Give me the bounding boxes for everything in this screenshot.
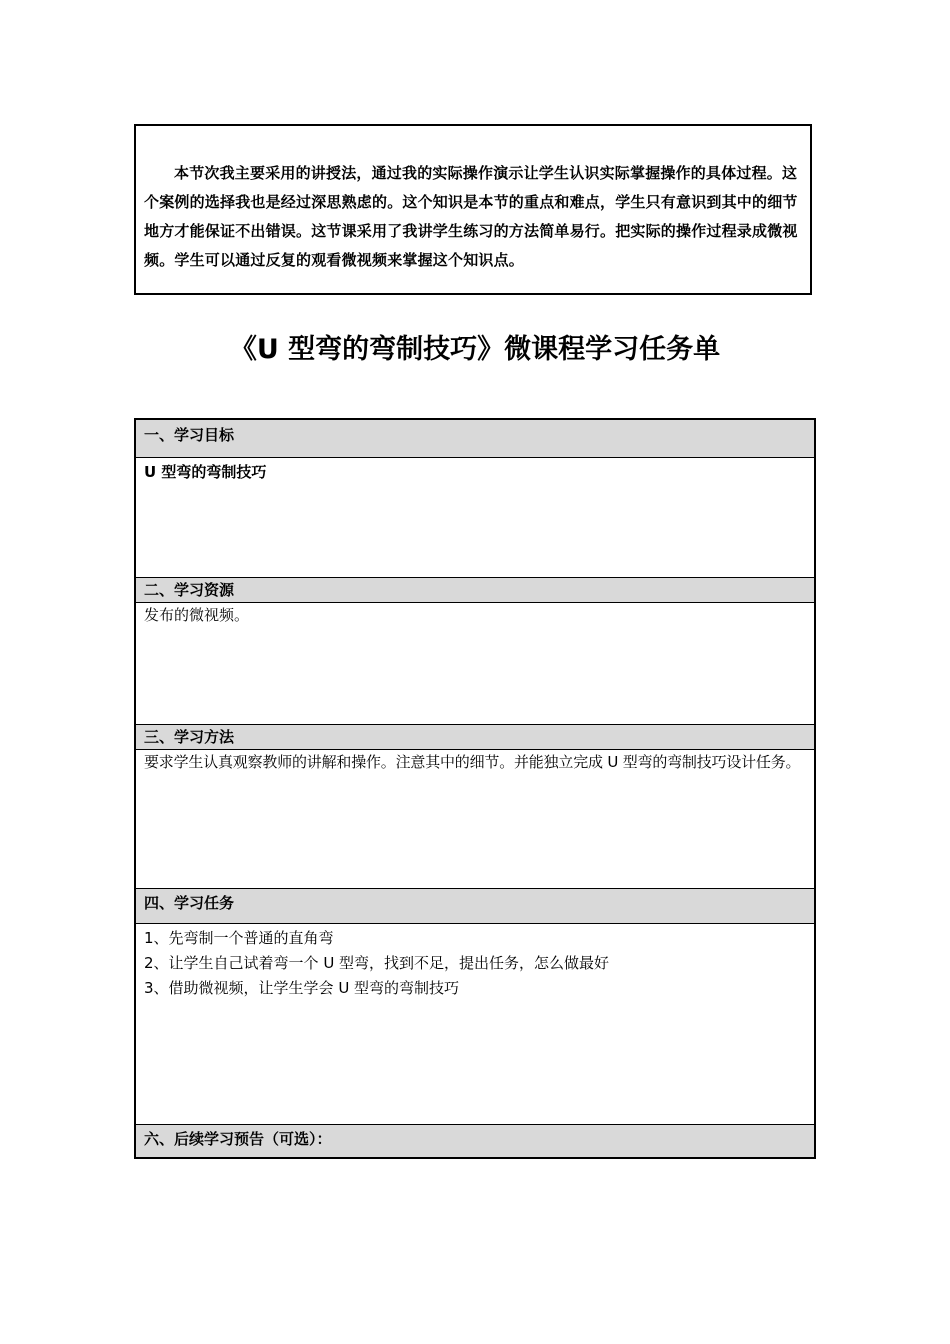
task-item: 1、先弯制一个普通的直角弯 [144,929,334,947]
intro-paragraph: 本节次我主要采用的讲授法，通过我的实际操作演示让学生认识实际掌握操作的具体过程。这个案例的选择我也是经过深思熟虑的。这个知识是本节的重点和难点，学生只有意识到其中的细节地方才能保证不出错误。这节课采用了我讲学生练习的方法简单易行。把实际的操作过程录成微视频。学生可以通过反复的观看微视频来掌握这个知识点。 [144,164,798,269]
section-content-method: 要求学生认真观察教师的讲解和操作。注意其中的细节。并能独立完成 U 型弯的弯制技巧设计任务。 [135,750,815,889]
section-content-goal: U 型弯的弯制技巧 [135,458,815,578]
task-item: 2、让学生自己试着弯一个 U 型弯，找到不足，提出任务，怎么做最好 [144,954,610,972]
task-sheet-table [134,418,816,1159]
section-heading-tasks: 四、学习任务 [135,889,815,924]
document-title: 《U 型弯的弯制技巧》微课程学习任务单 [229,334,721,365]
section-content-resources: 发布的微视频。 [135,603,815,725]
section-heading-preview: 六、后续学习预告（可选）： [135,1125,815,1159]
task-item: 3、借助微视频，让学生学会 U 型弯的弯制技巧 [144,979,460,997]
section-content-tasks [135,924,815,1125]
intro-box [134,124,812,295]
section-heading-resources: 二、学习资源 [135,578,815,603]
section-heading-goal: 一、学习目标 [135,419,815,458]
section-heading-method: 三、学习方法 [135,725,815,750]
